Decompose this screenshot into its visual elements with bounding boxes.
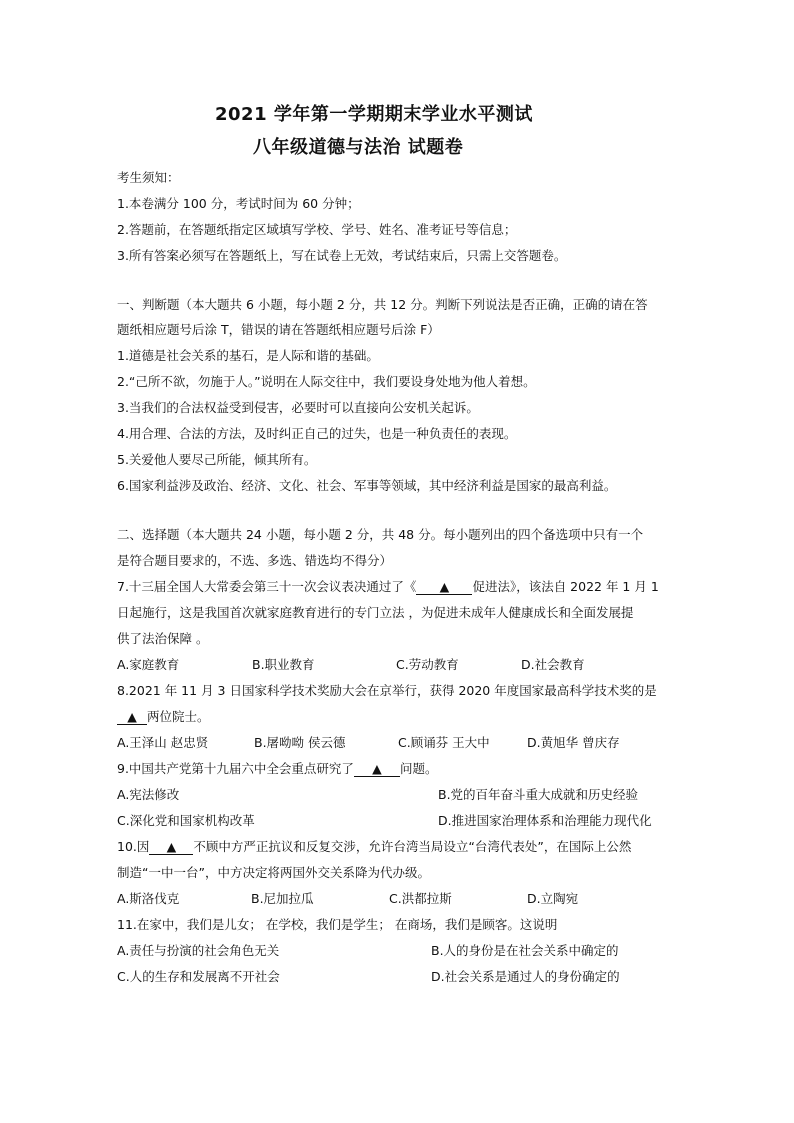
question-line xyxy=(117,579,659,595)
option-d: D.社会教育 xyxy=(521,657,585,672)
option-d: D.立陶宛 xyxy=(527,891,579,906)
question-line: 8.2021 年 11 月 3 日国家科学技术奖励大会在京举行，获得 2020 年度国家最高科学技术奖的是 xyxy=(117,683,657,698)
question-line: 制造“一中一台”，中方决定将两国外交关系降为代办级。 xyxy=(117,865,430,880)
answer-blank: ▲ xyxy=(416,580,472,595)
question-line: 11.在家中，我们是儿女； 在学校，我们是学生； 在商场，我们是顾客。这说明 xyxy=(117,917,558,932)
option-b: B.职业教育 xyxy=(252,657,315,672)
notice-heading: 考生须知： xyxy=(117,170,180,185)
question-text: 两位院士。 xyxy=(147,709,210,724)
option-c: C.顾诵芬 王大中 xyxy=(398,735,490,750)
section-heading: 二、选择题（本大题共 24 小题，每小题 2 分，共 48 分。每小题列出的四个备选项中只有一个 xyxy=(117,527,644,542)
question-text: 10.因 xyxy=(117,839,150,854)
option-a: A.家庭教育 xyxy=(117,657,180,672)
option-a: A.宪法修改 xyxy=(117,787,180,802)
question-line xyxy=(117,709,210,725)
option-d: D.推进国家治理体系和治理能力现代化 xyxy=(438,813,652,828)
answer-blank: ▲ xyxy=(117,710,147,725)
section-heading: 一、判断题（本大题共 6 小题，每小题 2 分，共 12 分。判断下列说法是否正确，正确的请在答 xyxy=(117,297,648,312)
question-item: 1.道德是社会关系的基石，是人际和谐的基础。 xyxy=(117,348,379,363)
exam-subtitle: 八年级道德与法治 试题卷 xyxy=(253,137,464,158)
option-c: C.洪都拉斯 xyxy=(389,891,452,906)
question-item: 5.关爱他人要尽己所能，倾其所有。 xyxy=(117,452,317,467)
option-b: B.人的身份是在社会关系中确定的 xyxy=(431,943,619,958)
section-heading-cont: 题纸相应题号后涂 T，错误的请在答题纸相应题号后涂 F） xyxy=(117,322,440,337)
option-c: C.深化党和国家机构改革 xyxy=(117,813,255,828)
option-b: B.尼加拉瓜 xyxy=(251,891,314,906)
question-item: 4.用合理、合法的方法，及时纠正自己的过失，也是一种负责任的表现。 xyxy=(117,426,517,441)
option-a: A.责任与扮演的社会角色无关 xyxy=(117,943,280,958)
question-item: 3.当我们的合法权益受到侵害，必要时可以直接向公安机关起诉。 xyxy=(117,400,479,415)
option-a: A.斯洛伐克 xyxy=(117,891,180,906)
exam-title: 2021 学年第一学期期末学业水平测试 xyxy=(215,104,533,125)
notice-item: 2.答题前，在答题纸指定区域填写学校、学号、姓名、准考证号等信息； xyxy=(117,222,517,237)
question-line xyxy=(117,839,631,855)
answer-blank: ▲ xyxy=(354,762,400,777)
question-text: 问题。 xyxy=(399,761,438,776)
question-item: 6.国家利益涉及政治、经济、文化、社会、军事等领域，其中经济利益是国家的最高利益。 xyxy=(117,478,617,493)
option-d: D.黄旭华 曾庆存 xyxy=(527,735,620,750)
option-a: A.王泽山 赵忠贤 xyxy=(117,735,209,750)
option-c: C.人的生存和发展离不开社会 xyxy=(117,969,280,984)
question-text: 9.中国共产党第十九届六中全会重点研究了 xyxy=(117,761,354,776)
option-c: C.劳动教育 xyxy=(396,657,459,672)
question-line: 日起施行，这是我国首次就家庭教育进行的专门立法 ，为促进未成年人健康成长和全面发展提 xyxy=(117,605,634,620)
notice-item: 3.所有答案必须写在答题纸上，写在试卷上无效，考试结束后，只需上交答题卷。 xyxy=(117,248,567,263)
section-heading-cont: 是符合题目要求的，不选、多选、错选均不得分） xyxy=(117,553,393,568)
answer-blank: ▲ xyxy=(149,840,193,855)
option-d: D.社会关系是通过人的身份确定的 xyxy=(431,969,620,984)
question-line xyxy=(117,761,437,777)
question-line: 供了法治保障 。 xyxy=(117,631,209,646)
notice-item: 1.本卷满分 100 分，考试时间为 60 分钟； xyxy=(117,196,360,211)
question-item: 2.“己所不欲，勿施于人。”说明在人际交往中，我们要设身处地为他人着想。 xyxy=(117,374,536,389)
question-text: 7.十三届全国人大常委会第三十一次会议表决通过了《 xyxy=(117,579,417,594)
option-b: B.屠呦呦 侯云德 xyxy=(254,735,346,750)
option-b: B.党的百年奋斗重大成就和历史经验 xyxy=(438,787,639,802)
question-text: 不顾中方严正抗议和反复交涉，允许台湾当局设立“台湾代表处”，在国际上公然 xyxy=(193,839,632,854)
question-text: 促进法》，该法自 2022 年 1 月 1 xyxy=(472,579,659,594)
